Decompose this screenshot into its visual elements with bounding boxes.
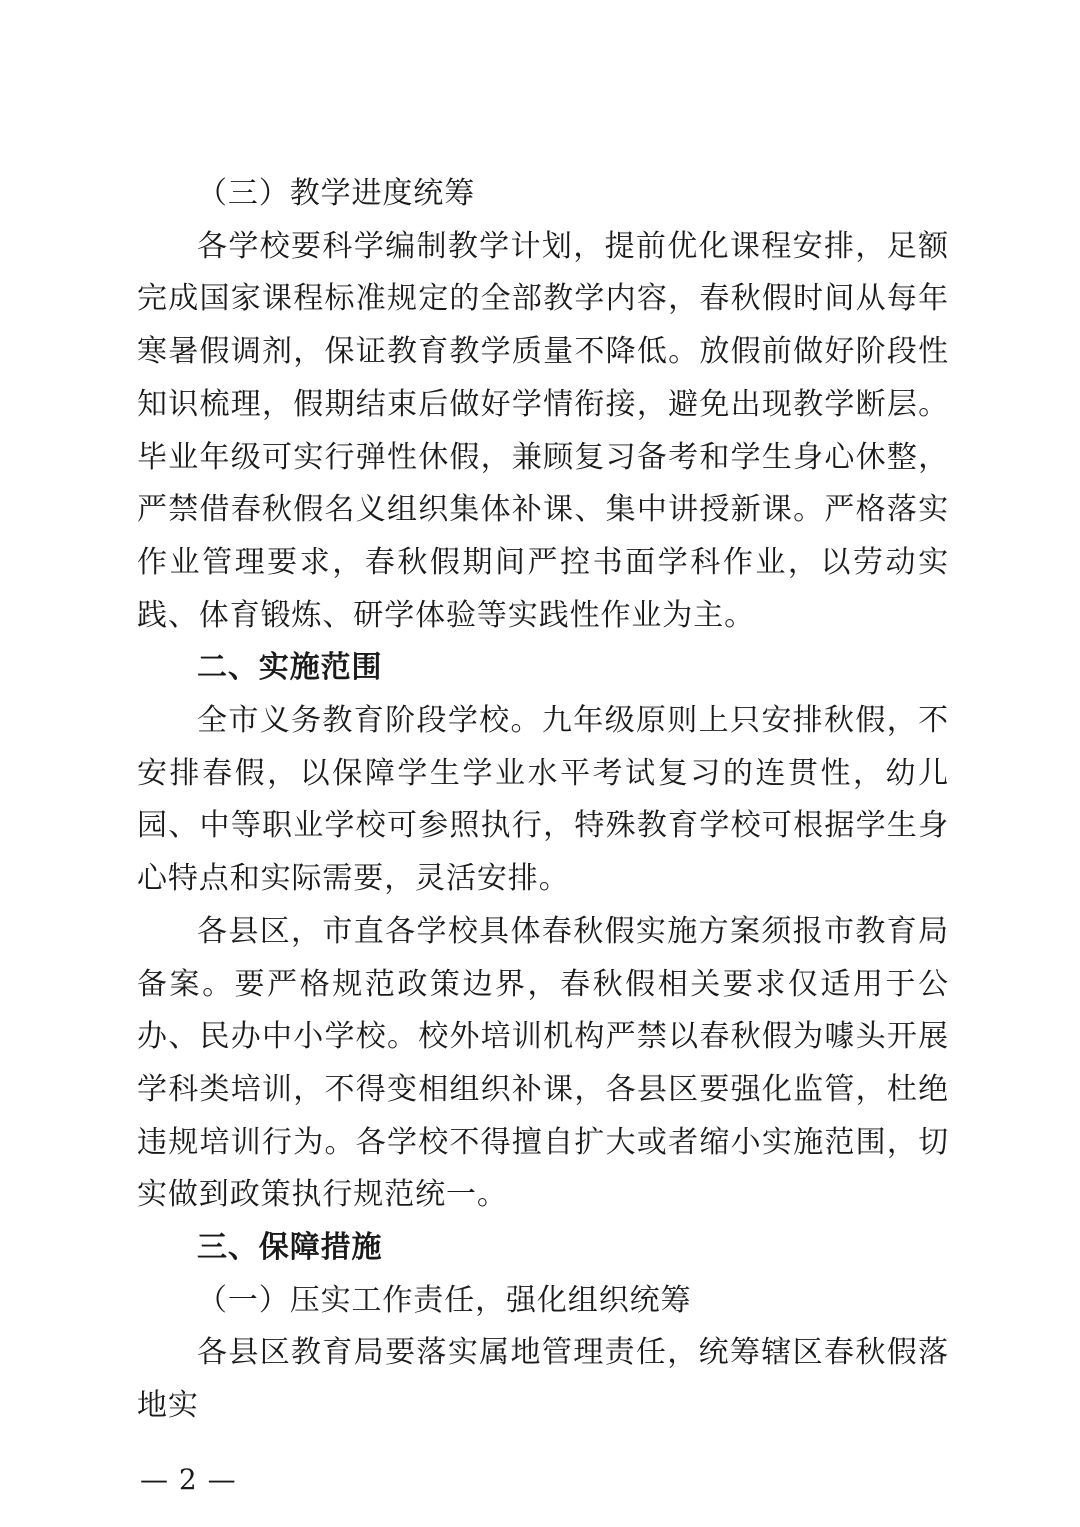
document-body — [137, 168, 949, 1433]
paragraph-scope: 全市义务教育阶段学校。九年级原则上只安排秋假，不安排春假，以保障学生学业水平考试复习的连贯性，幼儿园、中等职业学校可参照执行，特殊教育学校可根据学生身心特点和实际需要，灵活安排。 — [137, 703, 949, 897]
page-number: — 2 — — [140, 1463, 237, 1496]
section-heading-safeguards: 三、保障措施 — [197, 1230, 383, 1266]
paragraph-filing: 各县区，市直各学校具体春秋假实施方案须报市教育局备案。要严格规范政策边界，春秋假相关要求仅适用于公办、民办中小学校。校外培训机构严禁以春秋假为噱头开展学科类培训，不得变相组织补课，各县区要强化监管，杜绝违规培训行为。各学校不得擅自扩大或者缩小实施范围，切实做到政策执行规范统一。 — [137, 913, 949, 1213]
subheading-responsibility: （一）压实工作责任，强化组织统筹 — [197, 1282, 692, 1318]
paragraph-responsibility: 各县区教育局要落实属地管理责任，统筹辖区春秋假落地实 — [137, 1335, 949, 1424]
paragraph-teaching-plan: 各学校要科学编制教学计划，提前优化课程安排，足额完成国家课程标准规定的全部教学内容，春秋假时间从每年寒暑假调剂，保证教育教学质量不降低。放假前做好阶段性知识梳理，假期结束后做好学情衔接，避免出现教学断层。毕业年级可实行弹性休假，兼顾复习备考和学生身心休整，严禁借春秋假名义组织集体补课、集中讲授新课。严格落实作业管理要求，春秋假期间严控书面学科作业，以劳动实践、体育锻炼、研学体验等实践性作业为主。 — [137, 228, 949, 633]
section-heading-scope: 二、实施范围 — [197, 650, 383, 686]
subheading-teaching-progress: （三）教学进度统筹 — [197, 176, 476, 211]
